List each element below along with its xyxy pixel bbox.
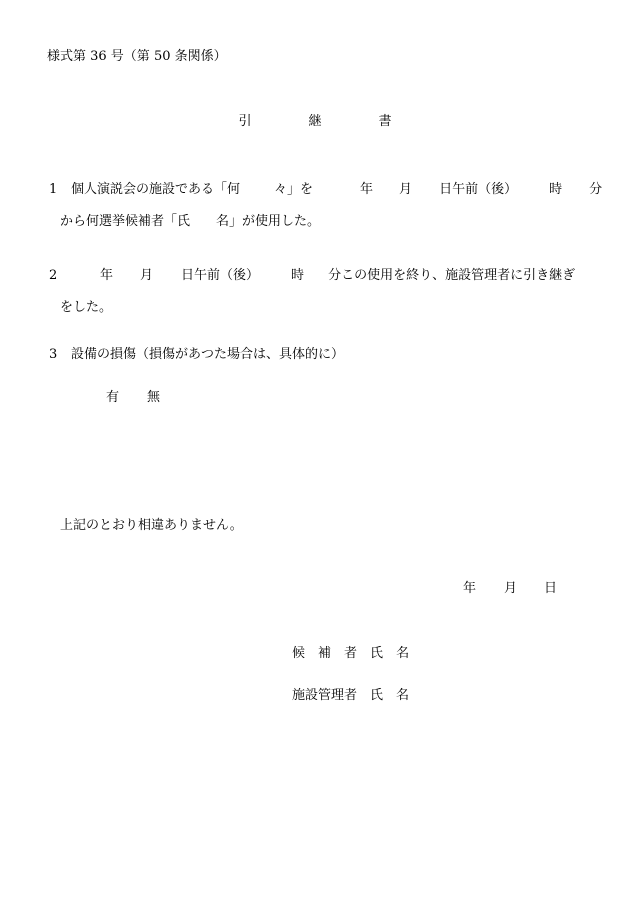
item-1-month: 月 (399, 182, 413, 197)
date-line (463, 580, 557, 598)
confirmation-statement: 上記のとおり相違ありません。 (60, 518, 243, 533)
item-1-line-2: から何選挙候補者「氏 名」が使用した。 (60, 214, 321, 229)
item-1 (49, 181, 602, 199)
item-1-text-b: 々」を (274, 182, 314, 197)
manager-label: 施設管理者 (292, 688, 358, 703)
item-3 (49, 346, 344, 364)
candidate-name-char-1: 氏 (370, 646, 384, 661)
title-char-3: 書 (378, 114, 392, 129)
candidate-label-char-1: 候 (292, 646, 306, 661)
candidate-label-char-2: 補 (318, 646, 332, 661)
item-1-minute: 分 (589, 182, 603, 197)
item-2 (49, 267, 575, 285)
item-2-line-2: をした。 (60, 300, 113, 315)
date-year: 年 (463, 581, 477, 596)
candidate-signature-line (292, 645, 409, 663)
item-2-rest: 分この使用を終り、施設管理者に引き継ぎ (328, 268, 576, 283)
candidate-name-char-2: 名 (396, 646, 410, 661)
item-1-day-ampm: 日午前（後） (439, 182, 518, 197)
item-1-hour: 時 (549, 182, 563, 197)
item-1-text-a: 個人演説会の施設である「何 (71, 182, 241, 197)
date-day: 日 (544, 581, 558, 596)
item-2-day-ampm: 日午前（後） (181, 268, 260, 283)
manager-name-char-2: 名 (396, 688, 410, 703)
item-2-number: 2 (49, 268, 58, 283)
manager-signature-line (292, 687, 409, 705)
item-3-text: 設備の損傷（損傷があつた場合は、具体的に） (71, 347, 345, 362)
item-2-month: 月 (140, 268, 154, 283)
date-month: 月 (504, 581, 518, 596)
form-number: 様式第 36 号（第 50 条関係） (47, 49, 227, 64)
damage-yes: 有 (106, 390, 120, 405)
item-2-hour: 時 (291, 268, 305, 283)
document-title (0, 113, 630, 131)
item-1-year: 年 (360, 182, 374, 197)
damage-no: 無 (147, 390, 161, 405)
item-2-year: 年 (100, 268, 114, 283)
item-3-number: 3 (49, 347, 58, 362)
title-char-2: 継 (308, 114, 322, 129)
item-1-number: 1 (49, 182, 58, 197)
title-char-1: 引 (238, 114, 252, 129)
damage-options (106, 389, 160, 407)
manager-name-char-1: 氏 (370, 688, 384, 703)
candidate-label-char-3: 者 (344, 646, 358, 661)
